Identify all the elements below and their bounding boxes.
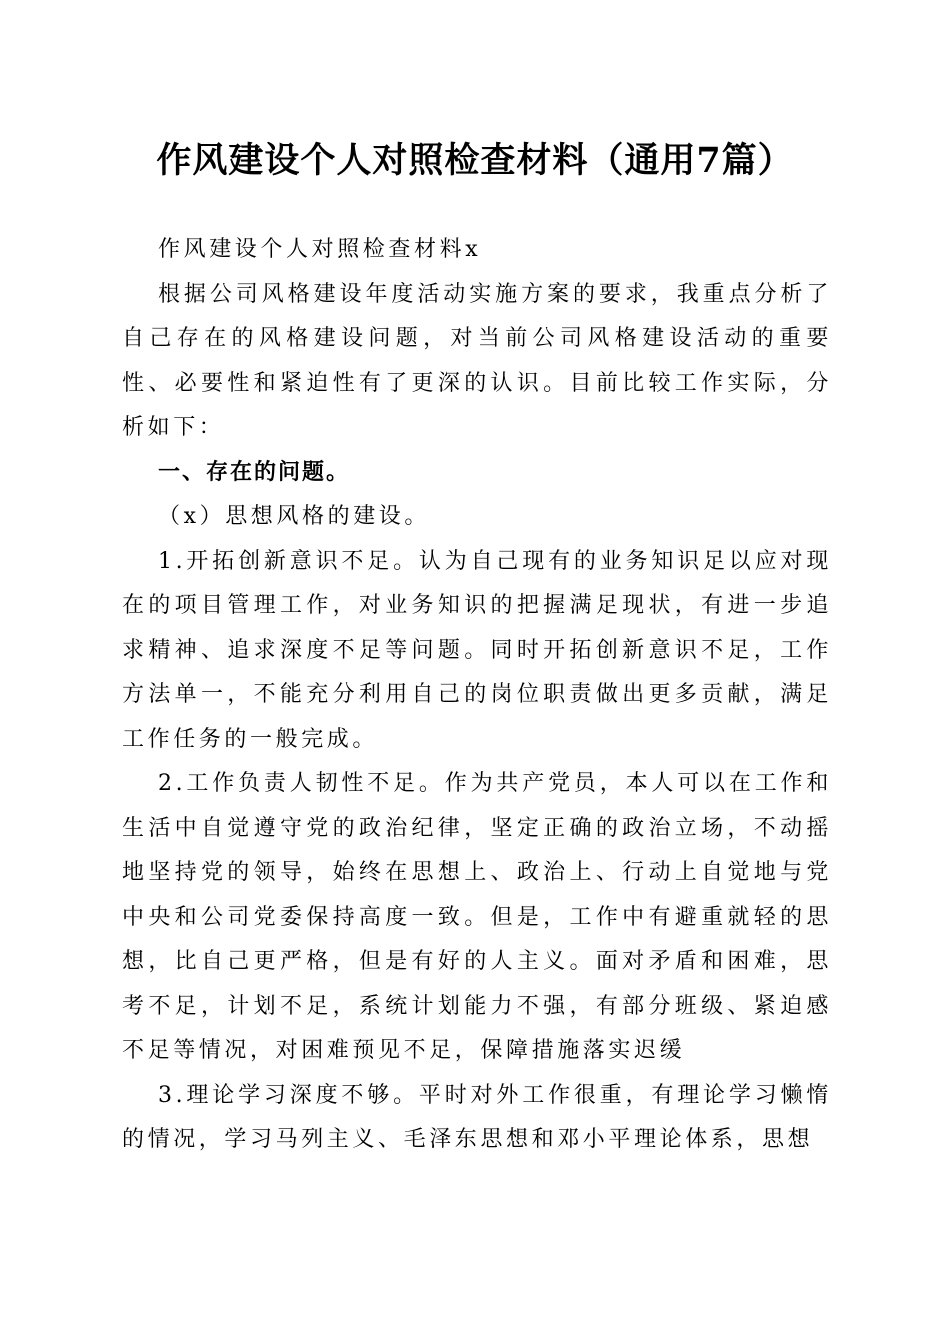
intro-paragraph: 根据公司风格建设年度活动实施方案的要求，我重点分析了自己存在的风格建设问题，对当前公司风格建设活动的重要性、必要性和紧迫性有了更深的认识。目前比较工作实际，分析如下： — [122, 281, 832, 440]
item-2-paragraph: 2.工作负责人韧性不足。作为共产党员，本人可以在工作和生活中自觉遵守党的政治纪律，坚定正确的政治立场，不动摇地坚持党的领导，始终在思想上、政治上、行动上自觉地与党中央和公司党委保持高度一致。但是，工作中有避重就轻的思想，比自己更严格，但是有好的人主义。面对矛盾和困难，思考不足，计划不足，系统计划能力不强，有部分班级、紧迫感不足等情况，对困难预见不足，保障措施落实迟缓 — [122, 771, 832, 1063]
document-subtitle: 作风建设个人对照检查材料x — [158, 237, 482, 262]
document-body — [122, 228, 832, 1163]
item-3-paragraph: 3.理论学习深度不够。平时对外工作很重，有理论学习懒惰的情况，学习马列主义、毛泽东思想和邓小平理论体系，思想 — [122, 1082, 832, 1152]
section-heading: 一、存在的问题。 — [158, 459, 351, 485]
subsection-heading: （x）思想风格的建设。 — [158, 504, 431, 529]
document-title: 作风建设个人对照检查材料（通用7篇） — [156, 140, 794, 181]
item-1-paragraph: 1.开拓创新意识不足。认为自己现有的业务知识足以应对现在的项目管理工作，对业务知识的把握满足现状，有进一步追求精神、追求深度不足等问题。同时开拓创新意识不足，工作方法单一，不能充分利用自己的岗位职责做出更多贡献，满足工作任务的一般完成。 — [122, 548, 832, 752]
